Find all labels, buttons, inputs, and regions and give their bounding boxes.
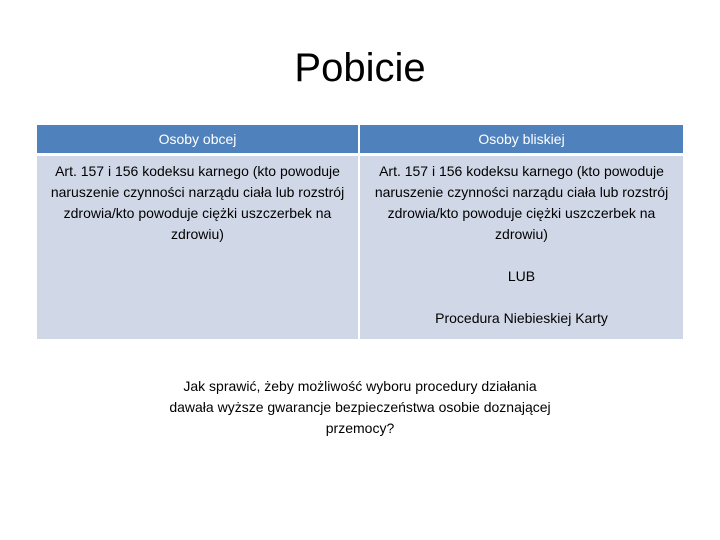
- table-header-row: [37, 125, 683, 155]
- header-stranger: Osoby obcej: [37, 125, 359, 155]
- cell-relative: [359, 155, 683, 340]
- slide-title: Pobicie: [294, 46, 426, 90]
- cell-relative-alternative: Procedura Niebieskiej Karty: [435, 310, 608, 326]
- cell-stranger: [37, 155, 359, 340]
- cell-relative-text: Art. 157 i 156 kodeksu karnego (kto powoduje naruszenie czynności narządu ciała lub rozstrój zdrowia/kto powoduje ciężki uszczerbek na zdrowiu): [374, 163, 669, 242]
- header-relative: Osoby bliskiej: [359, 125, 683, 155]
- cell-stranger-text: Art. 157 i 156 kodeksu karnego (kto powoduje naruszenie czynności narządu ciała lub rozstrój zdrowia/kto powoduje ciężki uszczerbek na zdrowiu): [50, 163, 345, 242]
- question-text: Jak sprawić, żeby możliwość wyboru procedury działania dawała wyższe gwarancje bezpieczeństwa osobie doznającej przemocy?: [169, 378, 551, 436]
- comparison-table: [37, 125, 683, 339]
- table-row: [37, 155, 683, 340]
- cell-relative-separator: LUB: [507, 268, 536, 284]
